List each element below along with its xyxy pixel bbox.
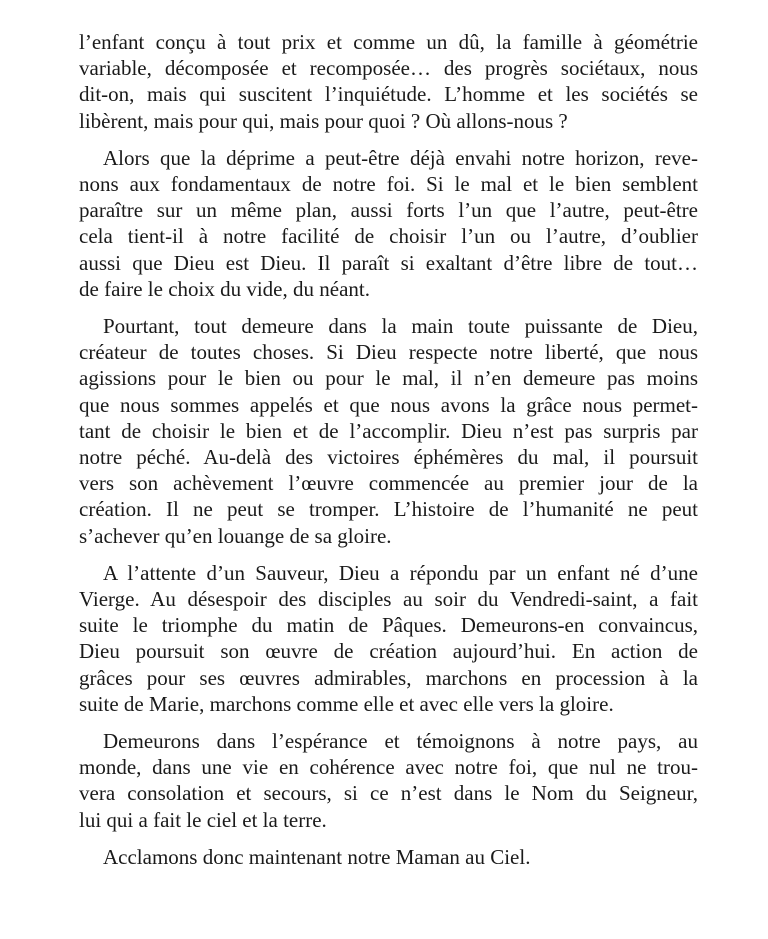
text-line: grâces pour ses œuvres admirables, marchons en procession à la <box>79 665 698 690</box>
text-line: libèrent, mais pour qui, mais pour quoi ? Où allons-nous ? <box>79 108 568 133</box>
text-line: aussi que Dieu est Dieu. Il paraît si exaltant d’être libre de tout… <box>79 250 698 275</box>
text-line: créateur de toutes choses. Si Dieu respecte notre liberté, que nous <box>79 340 698 365</box>
text-line: nons aux fondamentaux de notre foi. Si le mal et le bien semblent <box>79 172 698 197</box>
text-line: Dieu poursuit son œuvre de création aujourd’hui. En action de <box>79 639 698 664</box>
text-line: Acclamons donc maintenant notre Maman au Ciel. <box>103 844 531 869</box>
text-line: cela tient-il à notre facilité de choisir l’un ou l’autre, d’oublier <box>79 224 698 249</box>
paragraph <box>79 313 698 549</box>
text-line: Demeurons dans l’espérance et témoignons à notre pays, au <box>103 729 698 754</box>
text-line: dit-on, mais qui suscitent l’inquiétude. L’homme et les sociétés se <box>79 82 698 107</box>
text-line: monde, dans une vie en cohérence avec notre foi, que nul ne trou- <box>79 755 698 780</box>
text-line: tant de choisir le bien et de l’accomplir. Dieu n’est pas surpris par <box>79 418 698 443</box>
text-line: s’achever qu’en louange de sa gloire. <box>79 523 392 548</box>
paragraph <box>79 844 698 870</box>
document-page <box>79 29 698 881</box>
text-line: Pourtant, tout demeure dans la main toute puissante de Dieu, <box>103 314 698 339</box>
text-line: création. Il ne peut se tromper. L’histoire de l’humanité ne peut <box>79 497 698 522</box>
paragraph <box>79 145 698 302</box>
paragraph <box>79 29 698 134</box>
text-line: que nous sommes appelés et que nous avons la grâce nous permet- <box>79 392 698 417</box>
text-line: Vierge. Au désespoir des disciples au soir du Vendredi-saint, a fait <box>79 587 698 612</box>
text-line: suite le triomphe du matin de Pâques. Demeurons-en convaincus, <box>79 613 698 638</box>
paragraph <box>79 728 698 833</box>
text-line: Alors que la déprime a peut-être déjà envahi notre horizon, reve- <box>103 145 698 170</box>
text-line: vera consolation et secours, si ce n’est dans le Nom du Seigneur, <box>79 781 698 806</box>
text-line: variable, décomposée et recomposée… des progrès sociétaux, nous <box>79 56 698 81</box>
paragraph <box>79 560 698 717</box>
text-line: agissions pour le bien ou pour le mal, il n’en demeure pas moins <box>79 366 698 391</box>
text-line: de faire le choix du vide, du néant. <box>79 276 370 301</box>
text-line: A l’attente d’un Sauveur, Dieu a répondu par un enfant né d’une <box>103 560 698 585</box>
text-line: l’enfant conçu à tout prix et comme un dû, la famille à géométrie <box>79 30 698 54</box>
text-line: suite de Marie, marchons comme elle et avec elle vers la gloire. <box>79 691 614 716</box>
text-line: lui qui a fait le ciel et la terre. <box>79 807 327 832</box>
text-line: paraître sur un même plan, aussi forts l’un que l’autre, peut-être <box>79 198 698 223</box>
text-line: vers son achèvement l’œuvre commencée au premier jour de la <box>79 471 698 496</box>
text-line: notre péché. Au-delà des victoires éphémères du mal, il poursuit <box>79 445 698 470</box>
